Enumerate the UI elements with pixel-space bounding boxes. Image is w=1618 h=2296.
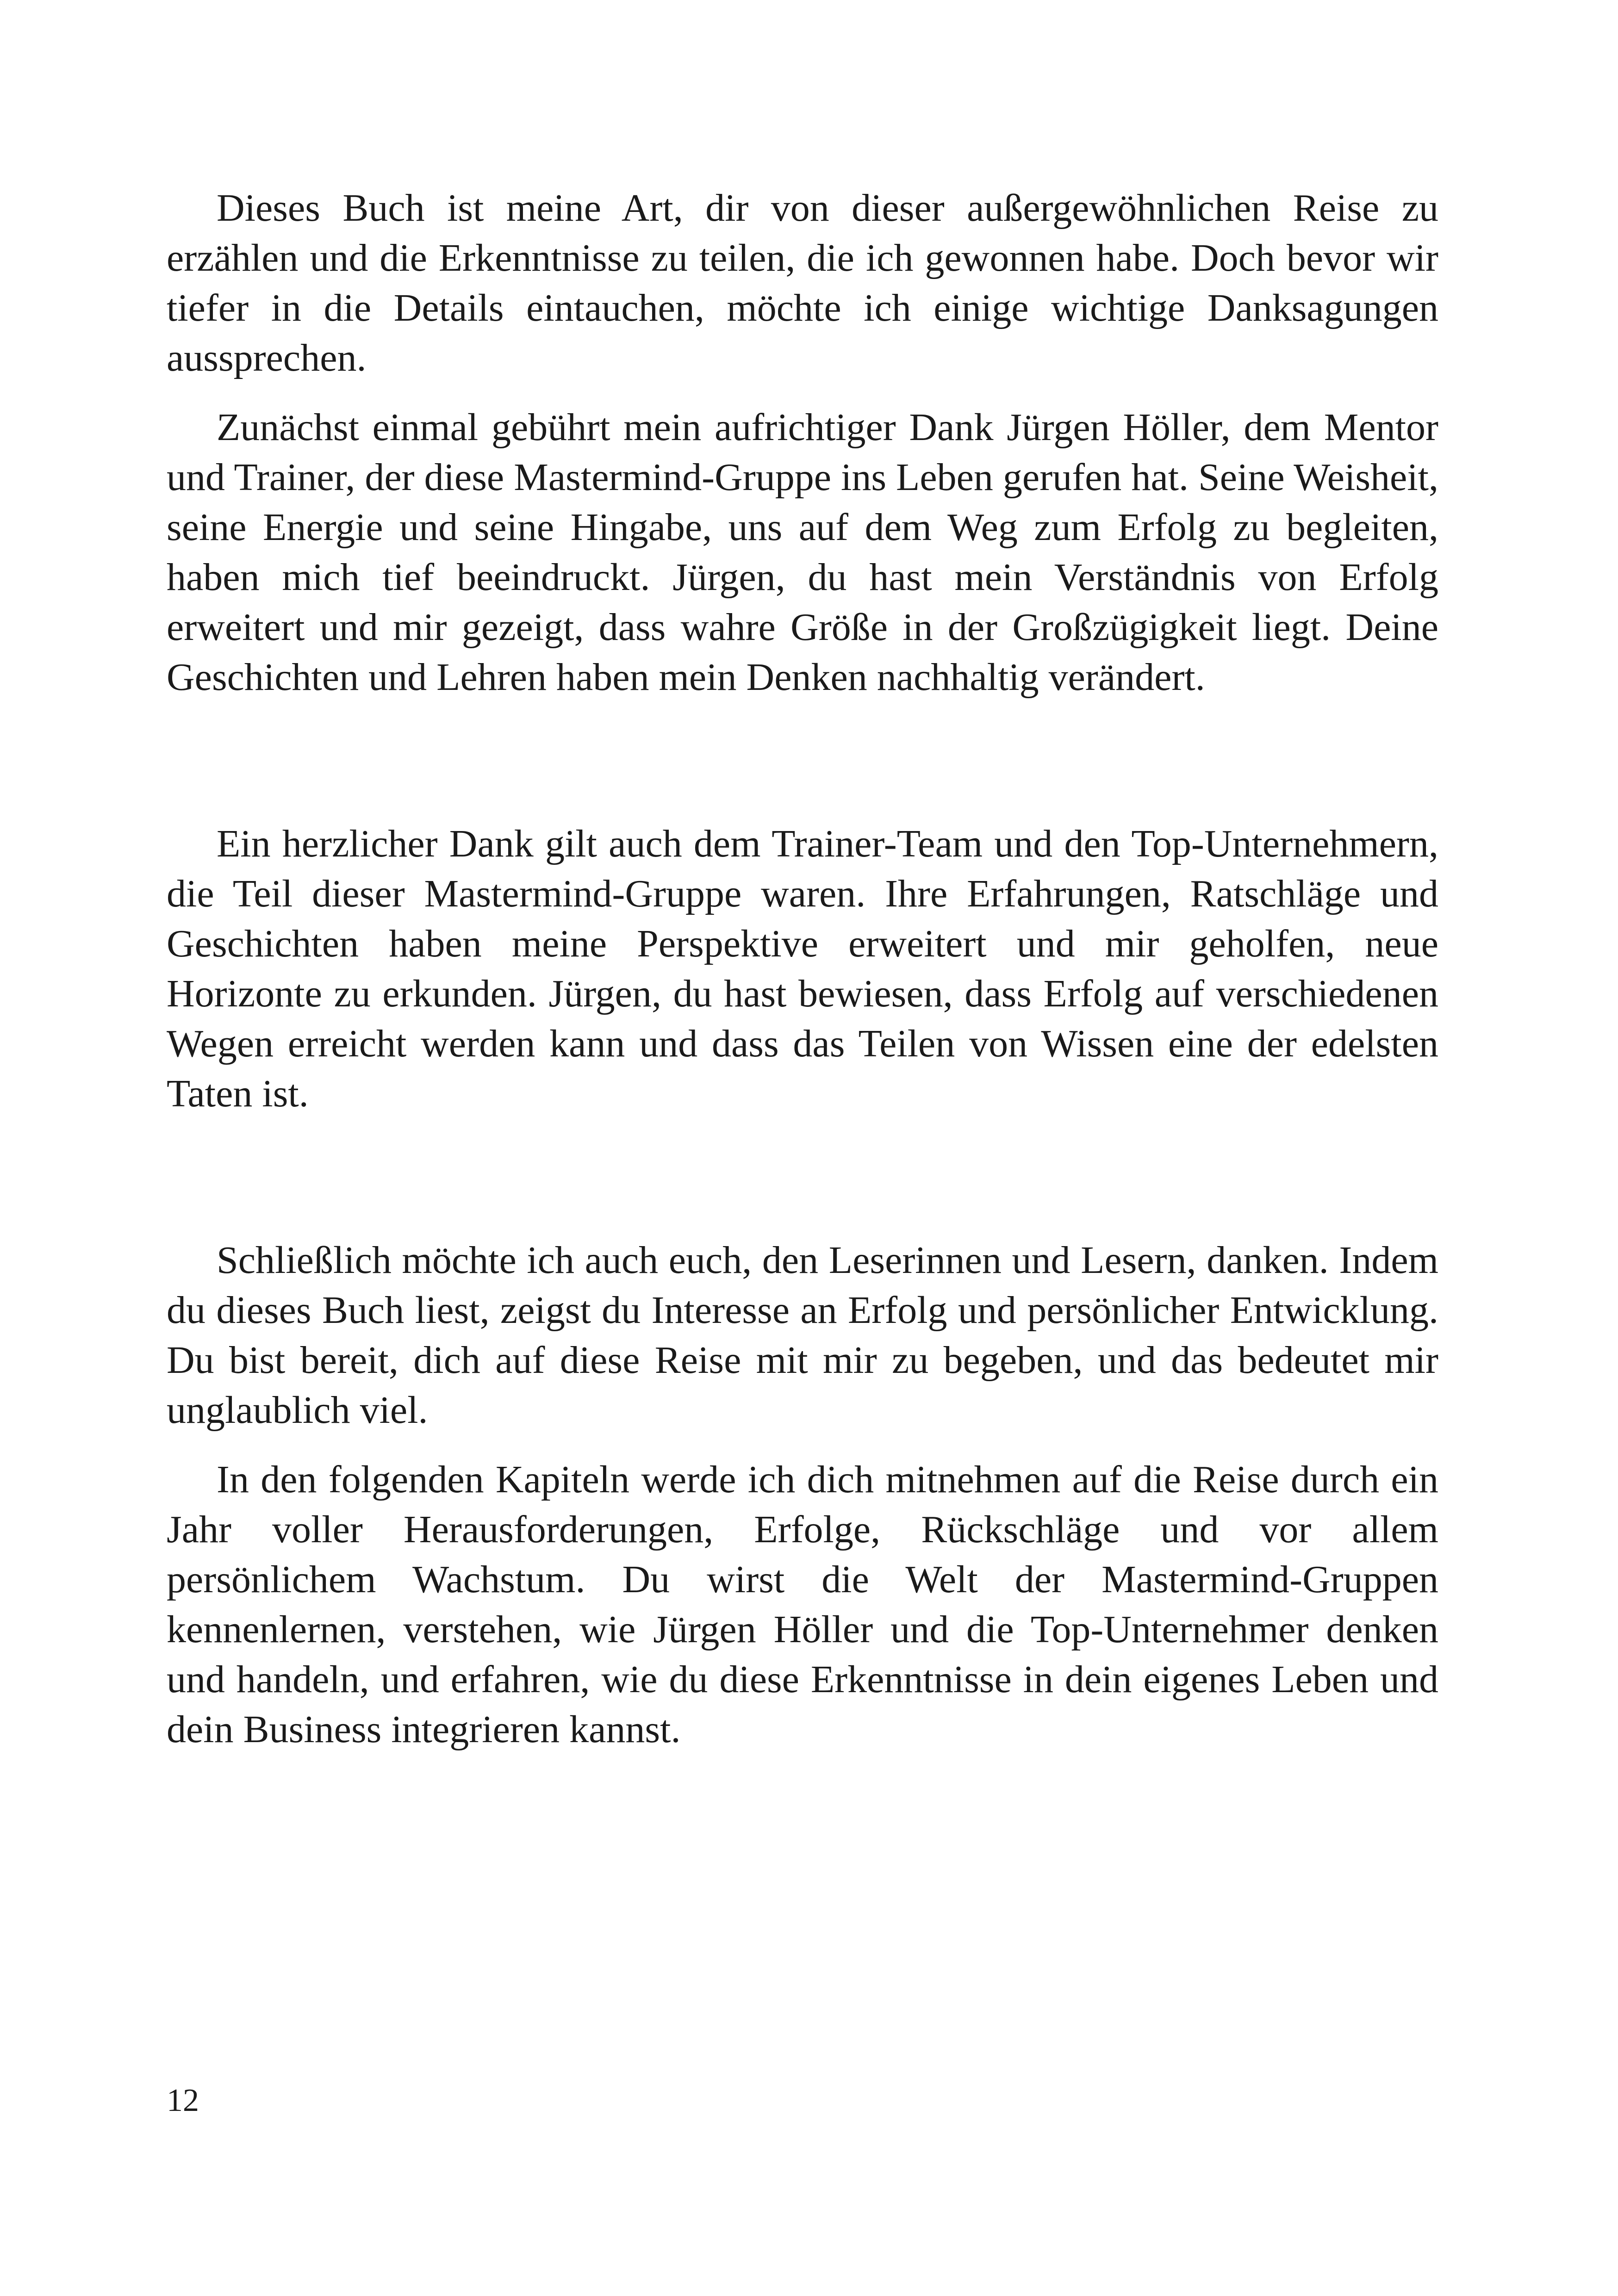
- paragraph-outlook: In den folgenden Kapiteln werde ich dich mitnehmen auf die Reise durch ein Jahr voller Herausforderungen, Erfolge, Rückschläge und vor allem persönlichem Wachstum. Du wirst die Welt der Mastermind-Gruppen kennenlernen, verstehen, wie Jürgen Höller und die Top-Unternehmer denken und handeln, und erfahren, wie du diese Erkenntnisse in dein eigenes Leben und dein Business integrieren kannst.: [167, 1458, 1438, 1751]
- body-text: [167, 183, 1438, 1755]
- paragraph-thanks-readers: Schließlich möchte ich auch euch, den Leserinnen und Lesern, danken. Indem du dieses Buch liest, zeigst du Interesse an Erfolg und persönlicher Entwicklung. Du bist bereit, dich auf diese Reise mit mir zu begeben, und das bedeutet mir unglaublich viel.: [167, 1239, 1438, 1432]
- paragraph-thanks-team: Ein herzlicher Dank gilt auch dem Trainer-Team und den Top-Unternehmern, die Teil dieser Mastermind-Gruppe waren. Ihre Erfahrungen, Ratschläge und Geschichten haben meine Perspektive erweitert und mir geholfen, neue Horizonte zu erkunden. Jürgen, du hast bewiesen, dass Erfolg auf verschiedenen Wegen erreicht werden kann und dass das Teilen von Wissen eine der edelsten Taten ist.: [167, 822, 1438, 1115]
- paragraph-intro: Dieses Buch ist meine Art, dir von dieser außergewöhnlichen Reise zu erzählen und die Erkenntnisse zu teilen, die ich gewonnen habe. Doch bevor wir tiefer in die Details eintauchen, möchte ich einige wichtige Danksagungen aussprechen.: [167, 186, 1438, 379]
- page-number: 12: [167, 2083, 199, 2118]
- paragraph-thanks-mentor: Zunächst einmal gebührt mein aufrichtiger Dank Jürgen Höller, dem Mentor und Trainer, der diese Mastermind-Gruppe ins Leben gerufen hat. Seine Weisheit, seine Energie und seine Hingabe, uns auf dem Weg zum Erfolg zu begleiten, haben mich tief beeindruckt. Jürgen, du hast mein Verständnis von Erfolg erweitert und mir gezeigt, dass wahre Größe in der Großzügigkeit liegt. Deine Geschichten und Lehren haben mein Denken nachhaltig verändert.: [167, 406, 1438, 699]
